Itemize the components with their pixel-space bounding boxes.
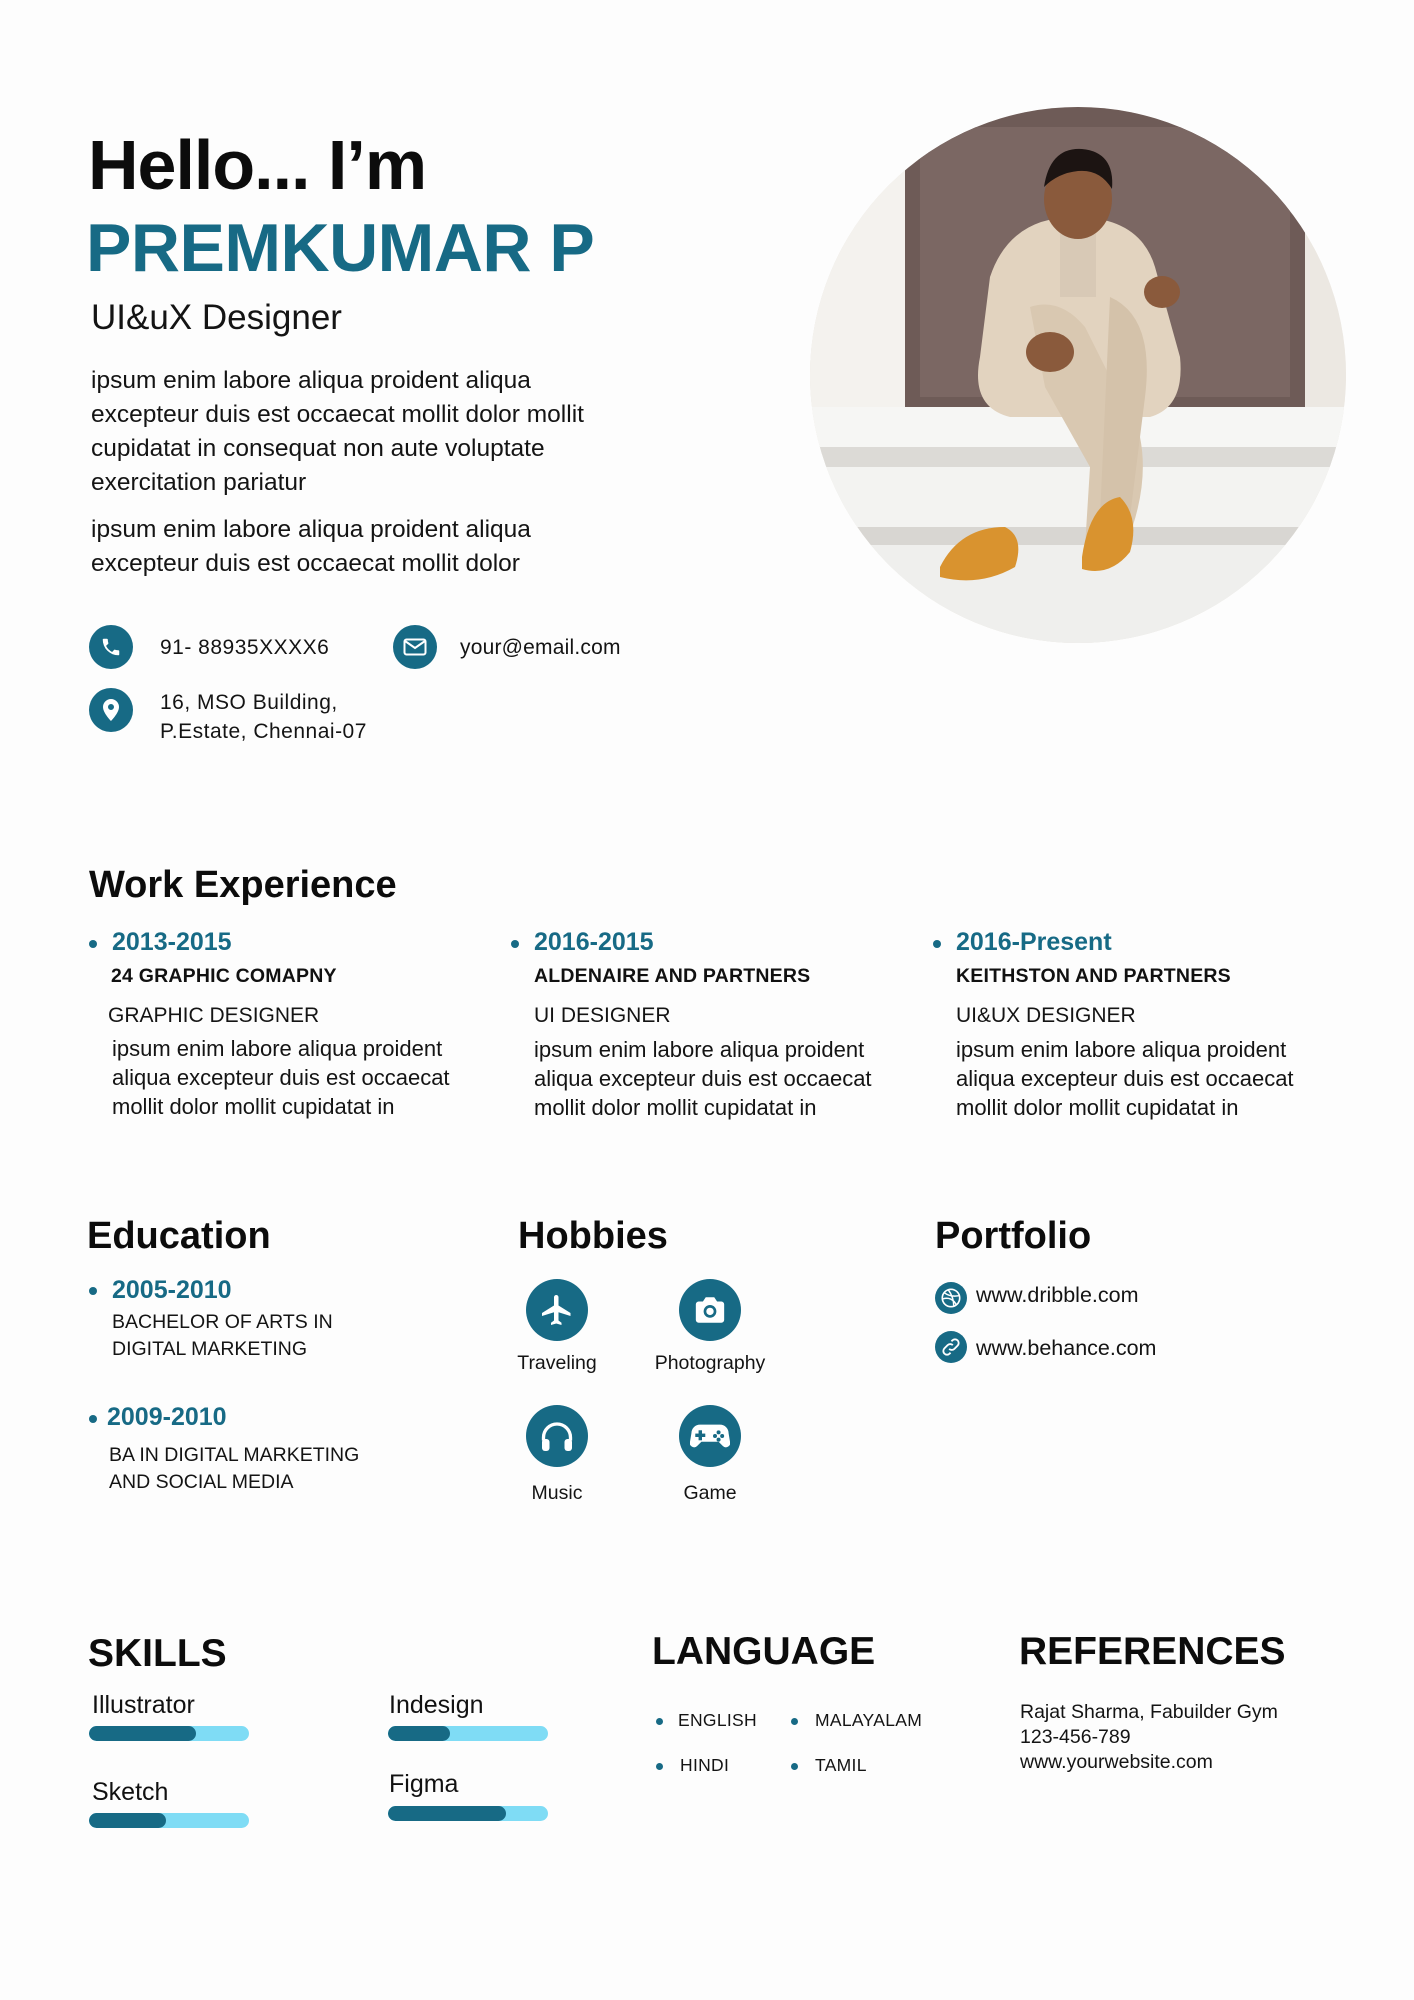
work-description: ipsum enim labore aliqua proident aliqua excepteur duis est occaecat mollit dolor mollit cupidatat in (112, 1036, 450, 1119)
skill-bar (89, 1726, 249, 1741)
language-item: TAMIL (815, 1755, 867, 1775)
dribbble-icon (935, 1282, 967, 1314)
skill-label: Illustrator (92, 1691, 195, 1719)
skill-bar-fill (89, 1726, 196, 1741)
reference-name: Rajat Sharma, Fabuilder Gym (1020, 1701, 1278, 1723)
portfolio-title: Portfolio (935, 1215, 1092, 1257)
gamepad-icon (679, 1405, 741, 1467)
language-title: LANGUAGE (652, 1630, 876, 1673)
skill-bar (388, 1726, 548, 1741)
references-title: REFERENCES (1019, 1630, 1286, 1673)
hobby-label: Music (531, 1482, 583, 1504)
education-degree-line-1: BA IN DIGITAL MARKETING (109, 1444, 360, 1466)
airplane-icon (526, 1279, 588, 1341)
work-company: ALDENAIRE AND PARTNERS (534, 965, 811, 987)
bullet (89, 940, 97, 948)
hobby-label: Traveling (517, 1352, 597, 1374)
skills-title: SKILLS (88, 1632, 227, 1675)
phone-number[interactable]: 91- 88935XXXX6 (160, 636, 330, 659)
skill-label: Figma (389, 1770, 459, 1798)
work-company: KEITHSTON AND PARTNERS (956, 965, 1231, 987)
skill-bar (89, 1813, 249, 1828)
work-position: UI DESIGNER (534, 1004, 671, 1027)
skill-bar (388, 1806, 548, 1821)
language-item: ENGLISH (678, 1710, 757, 1730)
work-years: 2016-Present (956, 928, 1112, 956)
link-icon (935, 1331, 967, 1363)
greeting: Hello... I’m (88, 126, 427, 204)
work-years: 2013-2015 (112, 928, 232, 956)
location-icon (89, 688, 133, 732)
reference-website[interactable]: www.yourwebsite.com (1020, 1751, 1213, 1773)
address-line-1: 16, MSO Building, (160, 691, 338, 714)
phone-icon (89, 625, 133, 669)
education-years: 2009-2010 (107, 1403, 227, 1431)
work-position: UI&UX DESIGNER (956, 1004, 1136, 1027)
email-icon (393, 625, 437, 669)
hobby-label: Game (683, 1482, 737, 1504)
education-degree-line-2: AND SOCIAL MEDIA (109, 1471, 294, 1493)
hobby-label: Photography (654, 1352, 766, 1374)
work-position: GRAPHIC DESIGNER (108, 1004, 320, 1027)
bullet (89, 1287, 97, 1295)
education-years: 2005-2010 (112, 1276, 232, 1304)
education-degree-line-1: BACHELOR OF ARTS IN (112, 1311, 333, 1333)
bullet (511, 940, 519, 948)
portfolio-link[interactable]: www.dribble.com (976, 1283, 1139, 1307)
portfolio-link[interactable]: www.behance.com (976, 1336, 1157, 1360)
reference-phone: 123-456-789 (1020, 1726, 1131, 1748)
bullet (656, 1718, 663, 1725)
education-degree-line-2: DIGITAL MARKETING (112, 1338, 308, 1360)
work-description: ipsum enim labore aliqua proident aliqua excepteur duis est occaecat mollit dolor mollit cupidatat in (534, 1037, 872, 1120)
candidate-name: PREMKUMAR P (86, 210, 595, 286)
address-line-2: P.Estate, Chennai-07 (160, 720, 367, 743)
intro-paragraph-1: ipsum enim labore aliqua proident aliqua excepteur duis est occaecat mollit dolor mollit cupidatat in consequat non aute voluptate exercitation pariatur (91, 367, 584, 496)
skill-bar-fill (388, 1806, 506, 1821)
job-role: UI&uX Designer (91, 298, 342, 337)
education-title: Education (87, 1215, 271, 1257)
headphones-icon (526, 1405, 588, 1467)
language-item: HINDI (680, 1755, 730, 1775)
camera-icon (679, 1279, 741, 1341)
language-item: MALAYALAM (815, 1710, 923, 1730)
skill-bar-fill (388, 1726, 450, 1741)
work-description: ipsum enim labore aliqua proident aliqua excepteur duis est occaecat mollit dolor mollit cupidatat in (956, 1037, 1294, 1120)
bullet (791, 1718, 798, 1725)
work-experience-title: Work Experience (89, 864, 397, 906)
profile-photo (810, 107, 1346, 643)
skill-bar-fill (89, 1813, 166, 1828)
hobbies-title: Hobbies (518, 1215, 668, 1257)
intro-paragraph-2: ipsum enim labore aliqua proident aliqua excepteur duis est occaecat mollit dolor (91, 516, 531, 577)
bullet (656, 1763, 663, 1770)
skill-label: Indesign (389, 1691, 484, 1719)
email-address[interactable]: your@email.com (460, 636, 621, 659)
bullet (933, 940, 941, 948)
skill-label: Sketch (92, 1778, 169, 1806)
work-company: 24 GRAPHIC COMAPNY (111, 965, 337, 987)
bullet (791, 1763, 798, 1770)
work-years: 2016-2015 (534, 928, 654, 956)
bullet (89, 1415, 97, 1423)
